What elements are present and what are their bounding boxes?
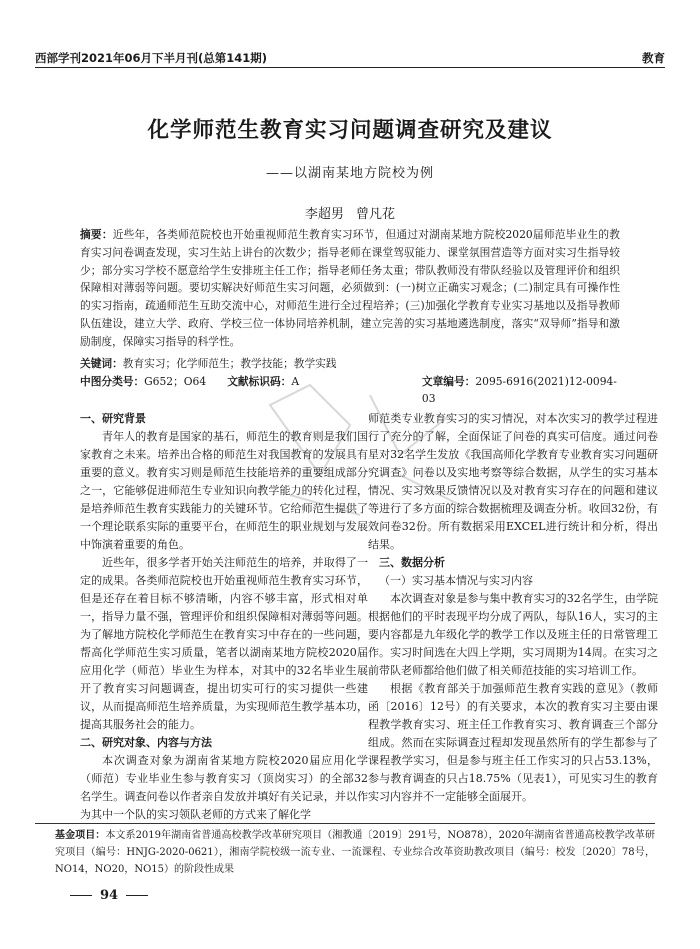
paper-subtitle: ——以湖南某地方院校为例 xyxy=(265,166,434,181)
classification-line xyxy=(80,373,620,407)
section-label: 教育 xyxy=(642,51,665,65)
paper-authors: 李超男 曾凡花 xyxy=(304,207,396,222)
clc-value: G652；O64 xyxy=(144,375,207,388)
section-heading-methods: 二、研究对象、内容与方法 xyxy=(80,736,212,749)
running-header xyxy=(35,48,665,66)
footnote-label: 基金项目： xyxy=(55,830,106,841)
article-number xyxy=(422,373,620,407)
keywords-text: 教育实习；化学师范生；教学技能；教学实践 xyxy=(122,357,337,370)
page-dash-left xyxy=(70,895,92,896)
paragraph: 师范类专业教育实习的实习情况，对本次实习的教学过程进行了充分的了解，全面保证了问卷的真实可信度。通过问卷星对32名学生发放《我国高师化学教育专业教育实习问题研究调查》问卷以及实地考察等综合数据，从学生的实习基本情况、实习效果反馈情况以及对教育实习存在的问题和建议等进行了多方面的综合数据梳理及调查分析。收回32份，有效问卷32份。所有数据采用EXCEL进行统计和分析，得出结果。 xyxy=(368,412,658,551)
paragraph: 近些年，很多学者开始关注师范生的培养，并取得了一定的成果。各类师范院校也开始重视师范生教育实习环节，但是还存在着目标不够清晰，内容不够丰富，形式相对单一，指导力量不强，管理评价和组织保障相对薄弱等问题。为了解地方院校化学师范生在教育实习中存在的一些问题，帮高化学师范生实习质量，笔者以湖南某地方院校2020届应用化学（师范）毕业生为样本，对其中的32名毕业生展开了教育实习问题调查，提出切实可行的实习提供一些建议，从而提高师范生培养质量，为实现师范生教学基本功，提高其服务社会的能力。 xyxy=(80,556,368,731)
left-column xyxy=(80,410,368,824)
clc-label: 中图分类号： xyxy=(80,375,145,388)
footnote-text: 本文系2019年湖南省普通高校教学改革研究项目（湘教通〔2019〕291号，NO878），2020年湖南省普通高校教学改革研究项目（编号：HNJG-2020-0621），湘南学院校级一流专业、一流课程、专业综合改革资助教改项目（编号：校发〔2020〕78号，NO14，NO20，NO15）的阶段性成果 xyxy=(55,830,655,875)
keywords xyxy=(80,355,620,372)
page-number xyxy=(70,888,148,903)
right-column xyxy=(368,410,658,806)
footnote-rule xyxy=(35,823,655,824)
article-number-label: 文章编号： xyxy=(421,375,476,388)
keywords-label: 关键词： xyxy=(80,357,123,370)
doc-code-value: A xyxy=(291,375,300,388)
funding-footnote xyxy=(55,827,655,878)
document-code xyxy=(227,373,422,407)
article-number-value: 2095-6916(2021)12-0094-03 xyxy=(421,375,617,405)
page-dash-right xyxy=(126,895,148,896)
paper-title: 化学师范生教育实习问题调查研究及建议 xyxy=(147,118,553,143)
abstract xyxy=(80,226,620,351)
paragraph: 本次调查对象是参与集中教育实习的32名学生，由学院根据他们的平时表现平均分成了两队，每队16人，实习的主要内容都是九年级化学的教学工作以及班主任的日常管理工作。实习时间选在大四上学期，实习周期为14周。在实习之前带队老师都给他们做了相关师范技能的实习培训工作。 xyxy=(368,592,658,677)
section-heading-background: 一、研究背景 xyxy=(80,412,146,425)
page-number-value: 94 xyxy=(100,888,119,903)
paragraph: 青年人的教育是国家的基石，师范生的教育则是我们国家教育之未来。培养出合格的师范生对我国教育的发展具有重要的意义。教育实习则是师范生技能培养的重要组成部分之一，它能够促进师范生专业知识向教学能力的转化过程，是培养师范生教育实践能力的关键环节。它给师范生提供了一个理论联系实际的重要平台，在师范生的职业规划与发展中饰演着重要的角色。 xyxy=(80,430,368,551)
abstract-label: 摘要： xyxy=(80,228,113,241)
abstract-text: 近些年，各类师范院校也开始重视师范生教育实习环节，但通过对湖南某地方院校2020届师范毕业生的教育实习问卷调查发现，实习生站上讲台的次数少；指导老师在课堂驾驭能力、课堂氛围营造等方面对实习生指导较少；部分实习学校不愿意给学生安排班主任工作；指导老师任务太重；带队教师没有带队经验以及管理评价和组织保障相对薄弱等问题。要切实解决好师范生实习问题，必须做到：(一)树立正确实习观念；(二)制定具有可操作性的实习指南，疏通师范生互助交流中心，对师范生进行全过程培养；(三)加强化学教育专业实习基地以及指导教师队伍建设，建立大学、政府、学校三位一体协同培养机制，建立完善的实习基地遴选制度，落实“双导师”指导和激励制度，保障实习指导的科学性。 xyxy=(80,228,620,348)
paragraph: 本次调查对象为湖南省某地方院校2020届应用化学（师范）专业毕业生参与教育实习（顶岗实习）的全部32名学生。调查问卷以作者亲自发放并填好有关记录，并以作为其中一个队的实习领队老师的方式来了解化学 xyxy=(80,754,368,821)
doc-code-label: 文献标识码： xyxy=(227,375,292,388)
subsection-heading: （一）实习基本情况与实习内容 xyxy=(379,574,533,587)
journal-issue: 西部学刊2021年06月下半月刊(总第141期) xyxy=(35,51,268,65)
section-heading-analysis: 三、数据分析 xyxy=(379,556,445,569)
clc-number xyxy=(80,373,227,407)
paragraph: 根据《教育部关于加强师范生教育实践的意见》（教师函〔2016〕12号）的有关要求，本次的教育实习主要由课程教学教育实习、班主任工作教育实习、教育调查三个部分组成。然而在实际调查过程却发现虽然所有的学生都参与了课程教学实习，但是参与班主任工作实习的只占53.13%，参与教育调查的只占18.75%（见表1），可见实习生的教育实习内容并不一定能够全面展开。 xyxy=(368,682,658,803)
header-rule xyxy=(35,67,665,68)
